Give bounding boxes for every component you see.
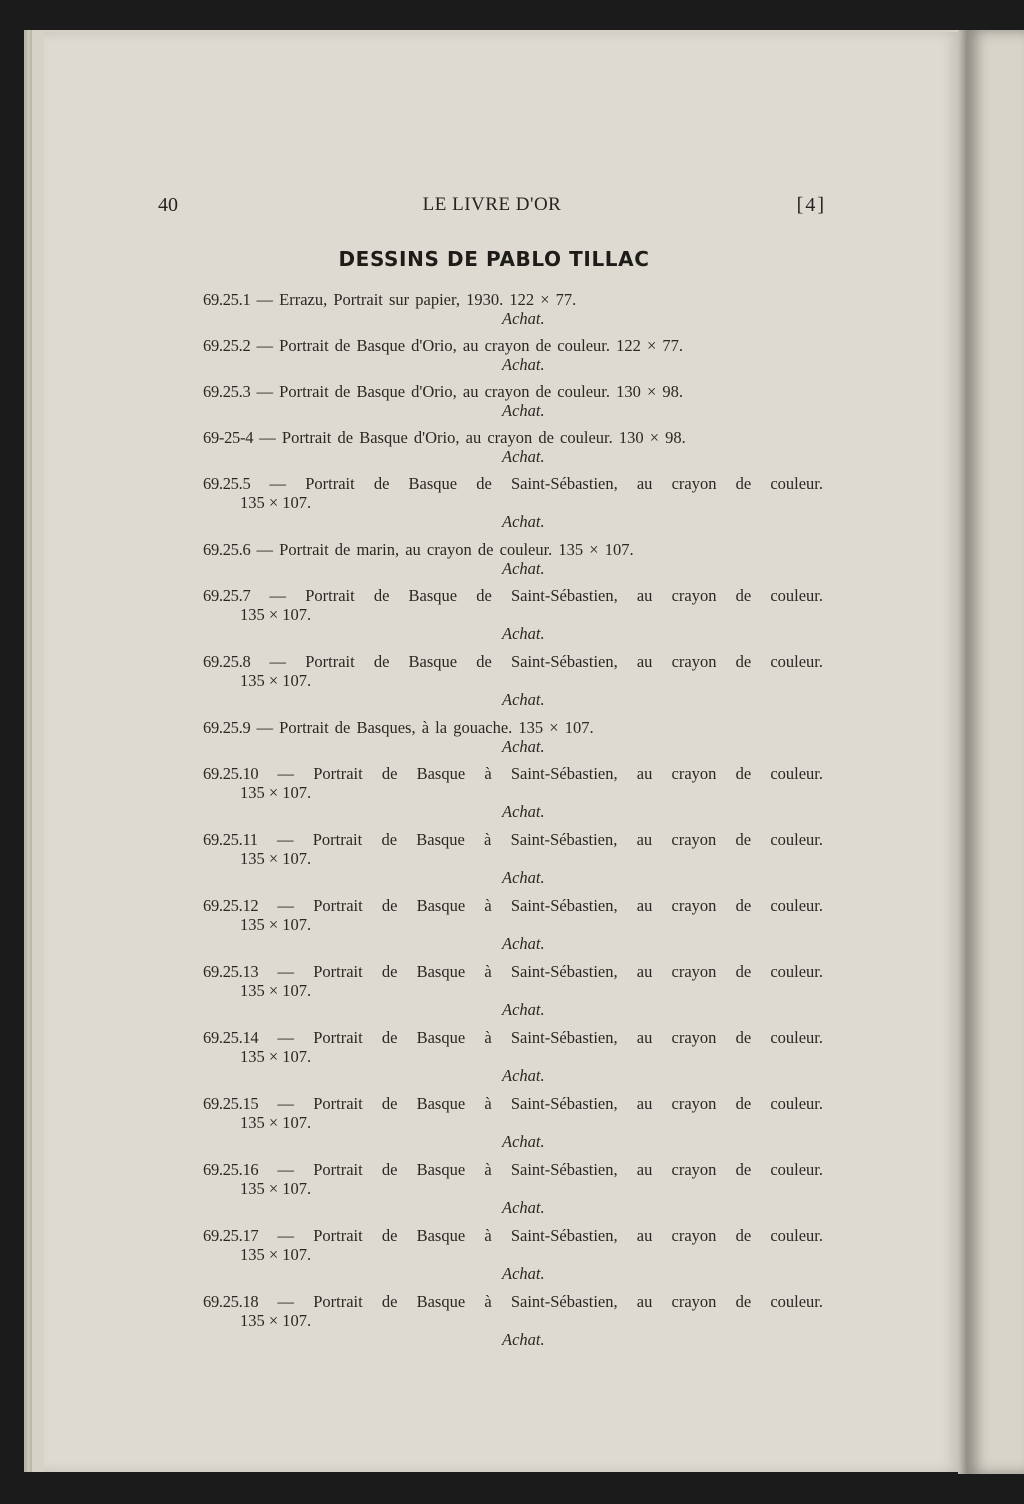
entry-acquisition: Achat. bbox=[502, 1198, 545, 1217]
catalog-entry bbox=[203, 540, 823, 579]
accession-number: 69.25.15 bbox=[203, 1094, 259, 1113]
em-dash: — bbox=[250, 652, 306, 671]
accession-number: 69.25.13 bbox=[203, 962, 259, 981]
entry-description: Portrait de Basque à Saint-Sébastien, au crayon de couleur. bbox=[313, 1160, 824, 1179]
entry-line bbox=[203, 428, 823, 447]
em-dash: — bbox=[250, 586, 306, 605]
em-dash: — bbox=[250, 474, 306, 493]
entry-acquisition: Achat. bbox=[502, 559, 545, 578]
entry-description: Portrait de marin, au crayon de couleur. 135 × 107. bbox=[279, 540, 634, 559]
entry-description: Portrait de Basque à Saint-Sébastien, au crayon de couleur. bbox=[313, 1028, 824, 1047]
em-dash: — bbox=[258, 1160, 314, 1179]
em-dash: — bbox=[250, 540, 280, 559]
catalog-entry bbox=[203, 718, 823, 757]
accession-number: 69.25.6 bbox=[203, 540, 251, 559]
entry-description: Portrait de Basques, à la gouache. 135 × 107. bbox=[279, 718, 594, 737]
entry-description: Portrait de Basque d'Orio, au crayon de couleur. 130 × 98. bbox=[281, 428, 686, 447]
accession-number: 69.25.9 bbox=[203, 718, 251, 737]
entry-description: Portrait de Basque à Saint-Sébastien, au crayon de couleur. bbox=[313, 1226, 824, 1245]
entry-description: Portrait de Basque de Saint-Sébastien, au crayon de couleur. bbox=[305, 474, 824, 493]
section-heading: DESSINS DE PABLO TILLAC bbox=[338, 247, 650, 271]
entry-dimensions: 135 × 107. bbox=[240, 915, 312, 934]
entry-acquisition: Achat. bbox=[502, 1264, 545, 1283]
entry-description: Portrait de Basque à Saint-Sébastien, au crayon de couleur. bbox=[313, 1094, 824, 1113]
entry-acquisition: Achat. bbox=[502, 309, 545, 328]
entry-line bbox=[203, 830, 823, 849]
facing-page-edge bbox=[966, 30, 1024, 1474]
entry-acquisition: Achat. bbox=[502, 934, 545, 953]
accession-number: 69.25.3 bbox=[203, 382, 251, 401]
accession-number: 69.25.1 bbox=[203, 290, 251, 309]
entry-acquisition: Achat. bbox=[502, 1330, 545, 1349]
accession-number: 69.25.2 bbox=[203, 336, 251, 355]
em-dash: — bbox=[250, 336, 280, 355]
page-number: 40 bbox=[158, 194, 178, 216]
accession-number: 69.25.18 bbox=[203, 1292, 259, 1311]
entry-line bbox=[203, 290, 823, 309]
entry-dimensions: 135 × 107. bbox=[240, 493, 312, 512]
entry-line bbox=[203, 1292, 823, 1311]
entry-line bbox=[203, 962, 823, 981]
entry-acquisition: Achat. bbox=[502, 737, 545, 756]
entry-line bbox=[203, 764, 823, 783]
catalog-entry bbox=[203, 896, 823, 954]
running-title: LE LIVRE D'OR bbox=[422, 194, 562, 215]
em-dash: — bbox=[258, 764, 314, 783]
catalog-entry bbox=[203, 764, 823, 822]
entry-acquisition: Achat. bbox=[502, 1132, 545, 1151]
catalog-entry bbox=[203, 586, 823, 644]
catalog-entry bbox=[203, 1094, 823, 1152]
entry-dimensions: 135 × 107. bbox=[240, 1245, 312, 1264]
entry-dimensions: 135 × 107. bbox=[240, 1113, 312, 1132]
section-number: [4] bbox=[796, 194, 826, 216]
entry-line bbox=[203, 896, 823, 915]
entry-line bbox=[203, 540, 823, 559]
em-dash: — bbox=[250, 718, 280, 737]
catalog-entry bbox=[203, 428, 823, 467]
accession-number: 69.25.8 bbox=[203, 652, 251, 671]
catalog-entries bbox=[203, 290, 823, 1358]
entry-acquisition: Achat. bbox=[502, 1066, 545, 1085]
entry-dimensions: 135 × 107. bbox=[240, 671, 312, 690]
catalog-entry bbox=[203, 474, 823, 532]
entry-dimensions: 135 × 107. bbox=[240, 783, 312, 802]
em-dash: — bbox=[258, 896, 314, 915]
entry-description: Portrait de Basque à Saint-Sébastien, au crayon de couleur. bbox=[313, 962, 824, 981]
accession-number: 69.25.14 bbox=[203, 1028, 259, 1047]
entry-line bbox=[203, 382, 823, 401]
entry-dimensions: 135 × 107. bbox=[240, 1179, 312, 1198]
em-dash: — bbox=[258, 1292, 314, 1311]
em-dash: — bbox=[250, 382, 280, 401]
entry-description: Portrait de Basque de Saint-Sébastien, au crayon de couleur. bbox=[305, 652, 824, 671]
entry-description: Portrait de Basque d'Orio, au crayon de couleur. 122 × 77. bbox=[279, 336, 684, 355]
em-dash: — bbox=[257, 830, 313, 849]
catalog-entry bbox=[203, 1226, 823, 1284]
em-dash: — bbox=[258, 962, 314, 981]
accession-number: 69-25-4 bbox=[203, 428, 254, 447]
catalog-entry bbox=[203, 1028, 823, 1086]
entry-line bbox=[203, 474, 823, 493]
entry-description: Portrait de Basque de Saint-Sébastien, au crayon de couleur. bbox=[305, 586, 824, 605]
entry-dimensions: 135 × 107. bbox=[240, 605, 312, 624]
entry-acquisition: Achat. bbox=[502, 512, 545, 531]
catalog-entry bbox=[203, 830, 823, 888]
accession-number: 69.25.5 bbox=[203, 474, 251, 493]
em-dash: — bbox=[250, 290, 280, 309]
entry-dimensions: 135 × 107. bbox=[240, 981, 312, 1000]
entry-acquisition: Achat. bbox=[502, 802, 545, 821]
entry-line bbox=[203, 1028, 823, 1047]
entry-line bbox=[203, 1094, 823, 1113]
entry-acquisition: Achat. bbox=[502, 401, 545, 420]
accession-number: 69.25.7 bbox=[203, 586, 251, 605]
running-head bbox=[158, 190, 826, 224]
entry-acquisition: Achat. bbox=[502, 690, 545, 709]
entry-description: Portrait de Basque d'Orio, au crayon de couleur. 130 × 98. bbox=[279, 382, 684, 401]
em-dash: — bbox=[253, 428, 282, 447]
entry-acquisition: Achat. bbox=[502, 1000, 545, 1019]
entry-acquisition: Achat. bbox=[502, 868, 545, 887]
catalog-entry bbox=[203, 336, 823, 375]
entry-line bbox=[203, 1226, 823, 1245]
catalog-entry bbox=[203, 1160, 823, 1218]
entry-description: Portrait de Basque à Saint-Sébastien, au crayon de couleur. bbox=[312, 830, 824, 849]
entry-acquisition: Achat. bbox=[502, 447, 545, 466]
accession-number: 69.25.17 bbox=[203, 1226, 259, 1245]
em-dash: — bbox=[258, 1226, 314, 1245]
entry-description: Portrait de Basque à Saint-Sébastien, au crayon de couleur. bbox=[313, 764, 824, 783]
catalog-entry bbox=[203, 290, 823, 329]
entry-acquisition: Achat. bbox=[502, 355, 545, 374]
entry-line bbox=[203, 586, 823, 605]
em-dash: — bbox=[258, 1094, 314, 1113]
entry-description: Portrait de Basque à Saint-Sébastien, au crayon de couleur. bbox=[313, 896, 824, 915]
entry-description: Portrait de Basque à Saint-Sébastien, au crayon de couleur. bbox=[313, 1292, 824, 1311]
catalog-entry bbox=[203, 962, 823, 1020]
catalog-entry bbox=[203, 382, 823, 421]
entry-dimensions: 135 × 107. bbox=[240, 849, 312, 868]
accession-number: 69.25.12 bbox=[203, 896, 259, 915]
entry-line bbox=[203, 718, 823, 737]
entry-dimensions: 135 × 107. bbox=[240, 1047, 312, 1066]
accession-number: 69.25.10 bbox=[203, 764, 259, 783]
catalog-entry bbox=[203, 1292, 823, 1350]
entry-line bbox=[203, 1160, 823, 1179]
entry-dimensions: 135 × 107. bbox=[240, 1311, 312, 1330]
entry-line bbox=[203, 652, 823, 671]
accession-number: 69.25.16 bbox=[203, 1160, 259, 1179]
entry-acquisition: Achat. bbox=[502, 624, 545, 643]
em-dash: — bbox=[258, 1028, 314, 1047]
catalog-entry bbox=[203, 652, 823, 710]
entry-description: Errazu, Portrait sur papier, 1930. 122 × 77. bbox=[279, 290, 577, 309]
accession-number: 69.25.11 bbox=[203, 830, 258, 849]
entry-line bbox=[203, 336, 823, 355]
